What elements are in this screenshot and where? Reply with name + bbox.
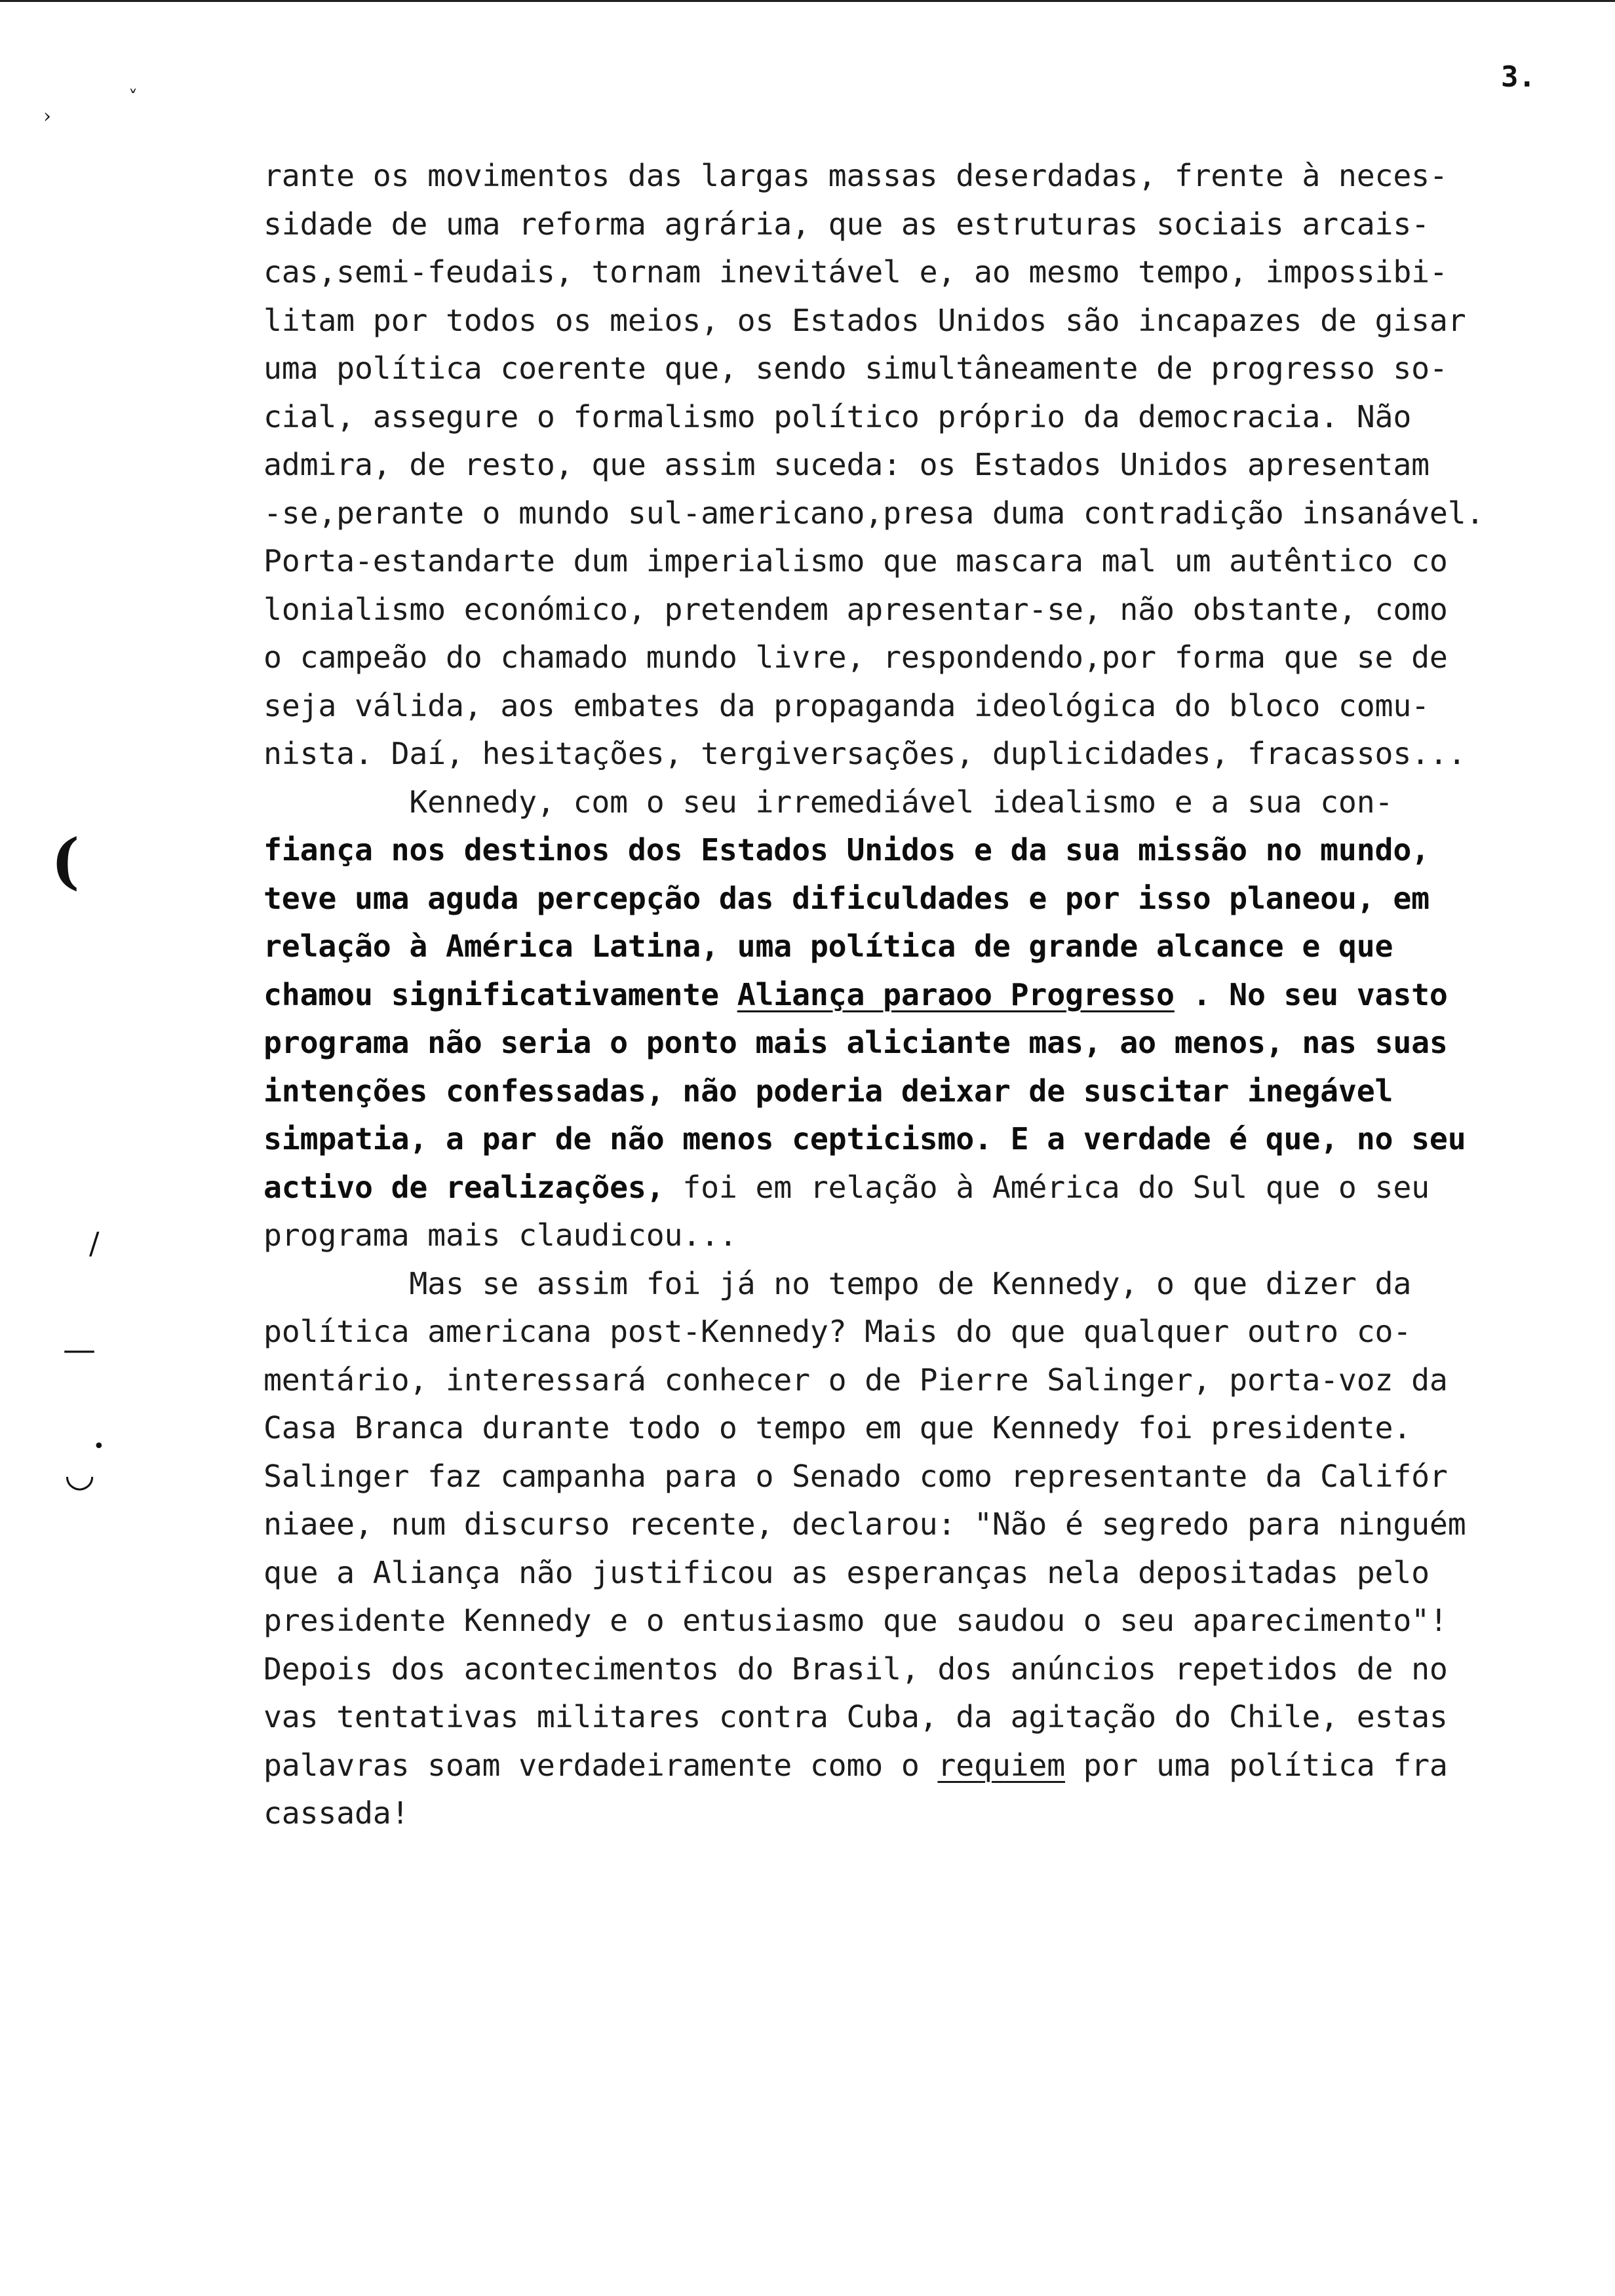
text-line xyxy=(263,1115,1601,1164)
text-run: simpatia, a par de não menos cepticismo. E a verdade é que, no seu xyxy=(263,1121,1466,1157)
text-line xyxy=(263,1453,1601,1501)
margin-dash-mark: — xyxy=(63,1330,96,1368)
typed-letter-body xyxy=(263,152,1601,1838)
text-line xyxy=(263,826,1601,875)
text-run: nista. Daí, hesitações, tergiversações, duplicidades, fracassos... xyxy=(263,736,1466,771)
text-line xyxy=(263,393,1601,442)
text-line xyxy=(263,201,1601,249)
text-run: política americana post-Kennedy? Mais do que qualquer outro co- xyxy=(263,1314,1412,1349)
text-run: fiança nos destinos dos Estados Unidos e da sua missão no mundo, xyxy=(263,832,1430,868)
text-run: -se,perante o mundo sul-americano,presa duma contradição insanável. xyxy=(263,495,1485,531)
text-line xyxy=(263,1164,1601,1212)
text-run: presidente Kennedy e o entusiasmo que saudou o seu aparecimento"! xyxy=(263,1603,1448,1638)
text-line xyxy=(263,682,1601,731)
text-run: rante os movimentos das largas massas deserdadas, frente à neces- xyxy=(263,158,1448,193)
text-line xyxy=(263,1067,1601,1116)
text-run: Kennedy, com o seu irremediável idealismo e a sua con- xyxy=(263,784,1393,820)
margin-mark-top-left: › xyxy=(43,105,51,128)
text-run: Casa Branca durante todo o tempo em que Kennedy foi presidente. xyxy=(263,1410,1412,1445)
text-run: mentário, interessará conhecer o de Pierre Salinger, porta-voz da xyxy=(263,1362,1448,1398)
text-run: Porta-estandarte dum imperialismo que mascara mal um autêntico co xyxy=(263,543,1448,579)
text-line xyxy=(263,1404,1601,1453)
text-run: cas,semi-feudais, tornam inevitável e, ao mesmo tempo, impossibi- xyxy=(263,254,1448,290)
text-run: chamou significativamente xyxy=(263,976,737,1012)
text-run: litam por todos os meios, os Estados Unidos são incapazes de gisar xyxy=(263,302,1466,338)
text-line xyxy=(263,1742,1601,1790)
text-line xyxy=(263,441,1601,489)
margin-bracket-mark: ( xyxy=(51,826,80,896)
margin-mark-top-left-tick: ˅ xyxy=(128,86,138,108)
text-run: sidade de uma reforma agrária, que as estruturas sociais arcais- xyxy=(263,206,1430,242)
text-line xyxy=(263,1789,1601,1838)
text-line xyxy=(263,1356,1601,1405)
text-line xyxy=(263,1212,1601,1260)
text-run: relação à América Latina, uma política de grande alcance e que xyxy=(263,928,1393,964)
text-run: niaee, num discurso recente, declarou: "Não é segredo para ninguém xyxy=(263,1506,1466,1542)
text-run: foi em relação à América do Sul que o seu xyxy=(664,1169,1430,1205)
text-run: . No seu vasto xyxy=(1174,976,1448,1012)
text-line xyxy=(263,1549,1601,1598)
text-line xyxy=(263,248,1601,297)
text-line xyxy=(263,875,1601,923)
text-run: intenções confessadas, não poderia deixar de suscitar inegável xyxy=(263,1073,1393,1109)
text-line xyxy=(263,634,1601,682)
margin-dot-mark: • xyxy=(93,1435,105,1458)
page-number: 3. xyxy=(1501,60,1536,94)
text-run: por uma política fra xyxy=(1065,1747,1448,1783)
text-line xyxy=(263,1260,1601,1309)
text-run: programa não seria o ponto mais aliciante mas, ao menos, nas suas xyxy=(263,1025,1448,1060)
text-line xyxy=(263,923,1601,971)
text-run: que a Aliança não justificou as esperanças nela depositadas pelo xyxy=(263,1554,1430,1590)
text-run: Depois dos acontecimentos do Brasil, dos anúncios repetidos de no xyxy=(263,1651,1448,1687)
text-line xyxy=(263,971,1601,1020)
margin-tick-mark: / xyxy=(89,1225,100,1261)
margin-curve-mark: ◡ xyxy=(64,1453,96,1495)
text-run: lonialismo económico, pretendem apresentar-se, não obstante, como xyxy=(263,591,1448,627)
text-line xyxy=(263,1645,1601,1694)
text-run: admira, de resto, que assim suceda: os Estados Unidos apresentam xyxy=(263,447,1430,482)
text-line xyxy=(263,297,1601,345)
text-run: palavras soam verdadeiramente como o xyxy=(263,1747,938,1783)
text-run: seja válida, aos embates da propaganda ideológica do bloco comu- xyxy=(263,687,1430,723)
underlined-text: requiem xyxy=(937,1747,1066,1783)
text-run: uma política coerente que, sendo simultâneamente de progresso so- xyxy=(263,351,1448,386)
text-line xyxy=(263,345,1601,393)
text-line xyxy=(263,1308,1601,1356)
text-line xyxy=(263,730,1601,778)
text-run: programa mais claudicou... xyxy=(263,1217,737,1253)
text-line xyxy=(263,586,1601,634)
text-run: teve uma aguda percepção das dificuldades e por isso planeou, em xyxy=(263,880,1430,916)
text-line xyxy=(263,778,1601,827)
text-line xyxy=(263,1501,1601,1549)
text-line xyxy=(263,1693,1601,1742)
text-line xyxy=(263,1597,1601,1645)
text-run: Mas se assim foi já no tempo de Kennedy, o que dizer da xyxy=(263,1265,1412,1301)
top-edge-rule xyxy=(0,0,1615,2)
text-run: vas tentativas militares contra Cuba, da agitação do Chile, estas xyxy=(263,1699,1448,1734)
text-line xyxy=(263,537,1601,586)
text-run: cial, assegure o formalismo político próprio da democracia. Não xyxy=(263,398,1412,434)
text-line xyxy=(263,489,1601,538)
underlined-text: Aliança paraoo Progresso xyxy=(737,976,1175,1012)
text-line xyxy=(263,1019,1601,1067)
text-line xyxy=(263,152,1601,201)
text-run: activo de realizações, xyxy=(263,1169,665,1205)
text-run: cassada! xyxy=(263,1795,410,1831)
text-run: Salinger faz campanha para o Senado como representante da Califór xyxy=(263,1458,1448,1494)
text-run: o campeão do chamado mundo livre, respondendo,por forma que se de xyxy=(263,640,1448,675)
